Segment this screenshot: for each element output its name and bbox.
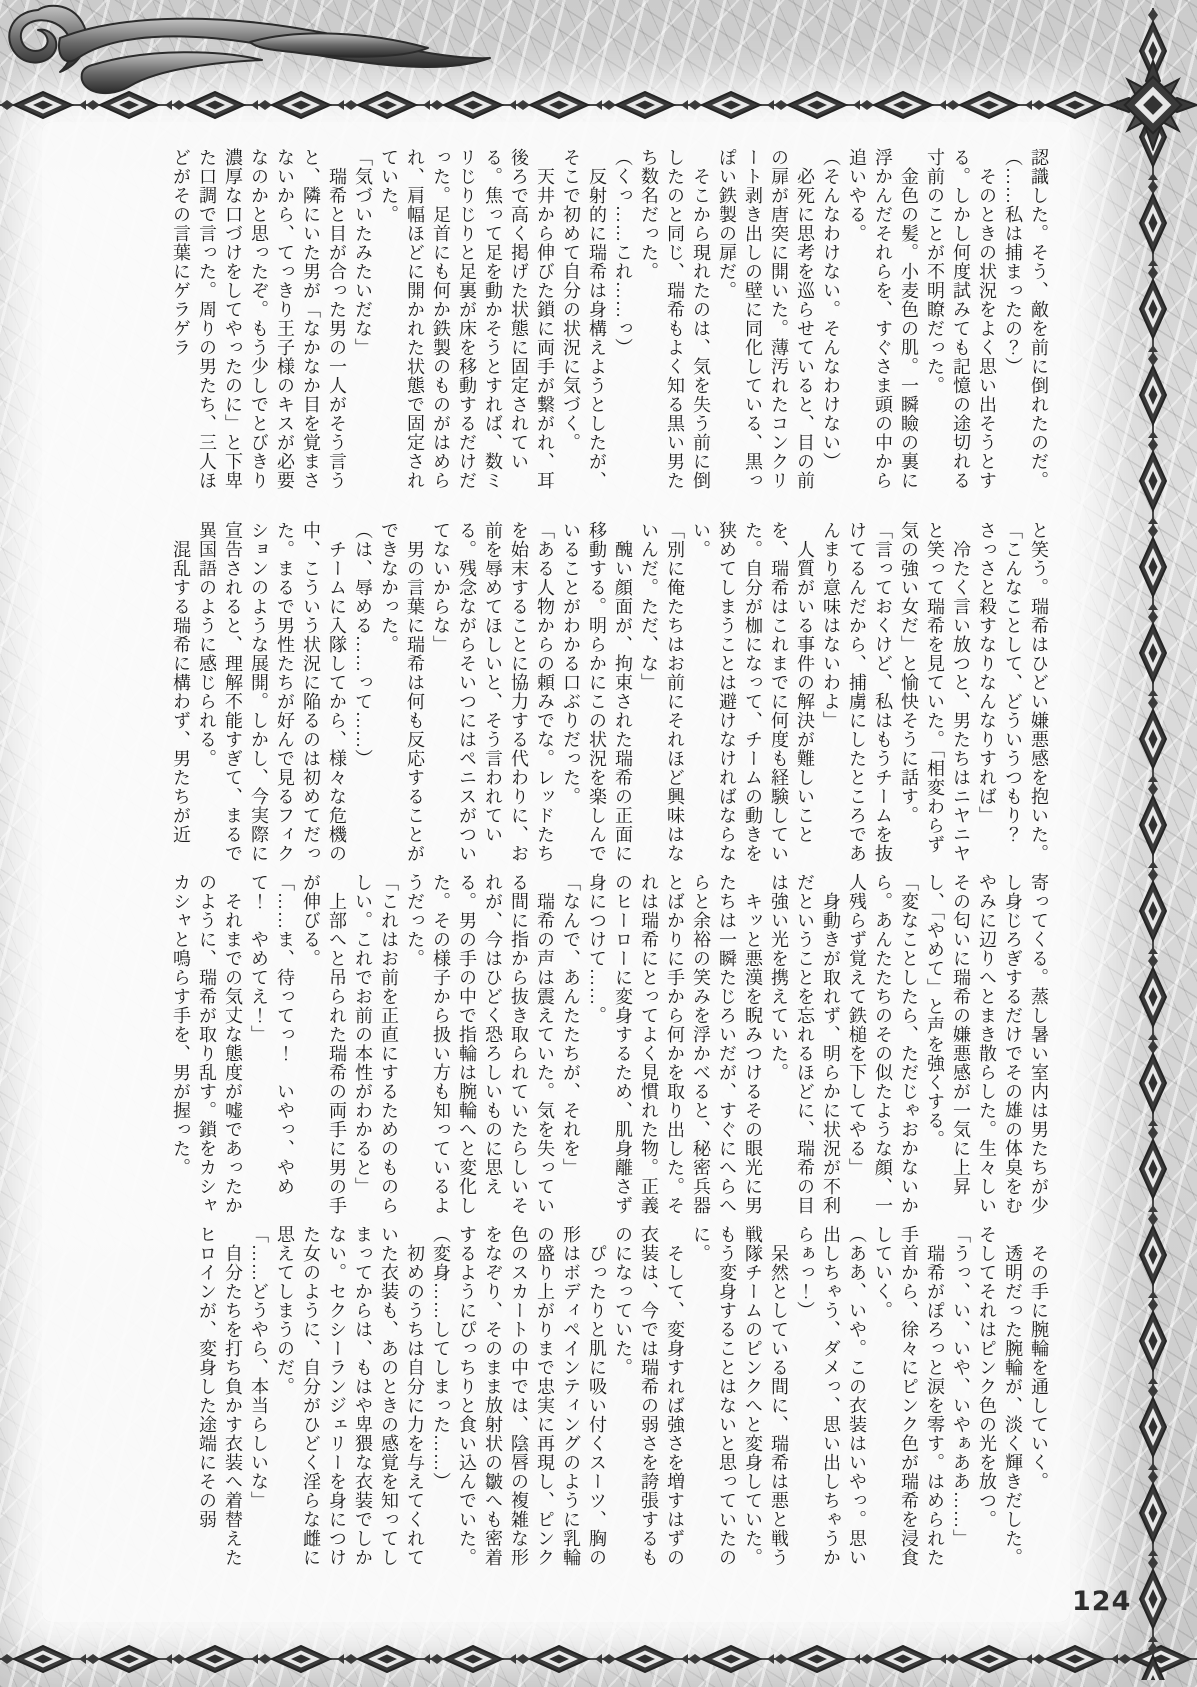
paragraph: 「……どうやら、本当らしいな」 — [249, 1225, 269, 1510]
paragraph: 呆然としている間に、瑞希は悪と戦う戦隊チームのピンクへと変身していた。もう変身することはないと思っていたのに。 — [691, 1225, 789, 1567]
paragraph: ぴったりと肌に吸い付くスーツ、胸の形はボディペインティングのように乳輪の盛り上がりまで忠実に再現し、ピンク色のスカートの中では、陰唇の複雑な形をなぞり、そのまま放射状の皺へも密着するようにぴっちりと食い込んでいた。 — [457, 1225, 607, 1567]
paragraph: 人質がいる事件の解決が難しいことを、瑞希はこれまでに何度も経験していた。自分が枷になって、チームの動きを狭めてしまうことは避けなければならない。 — [691, 521, 815, 863]
paragraph: キッと悪漢を睨みつけるその眼光に男たちは一瞬たじろいだが、すぐにへらへらと余裕の笑みを浮かべると、秘密兵器とばかりに手から何かを取り出した。それは瑞希にとってよく見慣れた物。正義のヒーローに変身するため、肌身離さず身につけて……。 — [587, 873, 763, 1215]
bottom-border-ornament-icon — [0, 1640, 1197, 1678]
paragraph: 天井から伸びた鎖に両手が繋がれ、耳後ろで高く掲げた状態に固定されている。焦って足を動かそうとすれば、数ミリじりじりと足裏が床を移動するだけだった。足首にも何か鉄製のものがはめられ、肩幅ほどに開かれた状態で固定されていた。 — [379, 148, 555, 490]
paragraph: （ああ、いや。この衣装はいやっ。思い出しちゃう、ダメっ、思い出しちゃうからぁっ！） — [795, 1225, 867, 1567]
junction-medallion-icon — [1107, 59, 1197, 151]
paragraph: 瑞希と目が合った男の一人がそう言うと、隣にいた男が「なかなか目を覚まさないから、てっきり王子様のキスが必要なのかと思ったぞ。もう少しでとびきり濃厚な口づけをしてやったのに」と下卑た口調で言った。周りの男たち、三人ほどがその言葉にゲラゲラ — [171, 148, 347, 490]
paragraph: 「ある人物からの頼みでな。レッドたちを始末することに協力する代わりに、お前を辱めてほしいと、そう言われている。残念ながらそいつにはペニスがついてないからな」 — [431, 521, 555, 863]
paragraph: 「言っておくけど、私はもうチームを抜けてるんだから、捕虜にしたところであんまり意味はないわよ」 — [821, 521, 893, 863]
page-number: 124 — [1072, 1586, 1132, 1617]
text-band-2 — [128, 521, 1052, 867]
paragraph: 反射的に瑞希は身構えようとしたが、そこで初めて自分の状況に気づく。 — [561, 148, 607, 490]
paragraph: 自分たちを打ち負かす衣装へ着替えたヒロインが、変身した途端にその弱 — [197, 1225, 243, 1567]
paragraph: そこから現れたのは、気を失う前に倒したのと同じ、瑞希もよく知る黒い男たち数名だった。 — [639, 148, 711, 490]
paragraph: その手に腕輪を通していく。 — [1029, 1225, 1049, 1491]
paragraph: 必死に思考を巡らせていると、目の前の扉が唐突に開いた。薄汚れたコンクリート剥き出しの壁に同化している、黒っぽい鉄製の扉だ。 — [717, 148, 815, 490]
paragraph: 瑞希の声は震えていた。気を失っている間に指から抜き取られていたらしいそれが、今はひどく恐ろしいものに思える。男の手の中で指輪は腕輪へと変化した。その様子から扱い方も知っているようだった。 — [405, 873, 555, 1215]
paragraph: と笑う。瑞希はひどい嫌悪感を抱いた。 — [1029, 521, 1049, 863]
paragraph: 「変なことしたら、ただじゃおかないから。あんたたちのその似たような顔、一人残らず覚えて鉄槌を下してやる」 — [847, 873, 919, 1215]
text-band-3 — [128, 873, 1052, 1219]
right-border-ornament-icon — [1134, 8, 1172, 1680]
paragraph: （……私は捕まったの？） — [1003, 148, 1023, 376]
paragraph: 「こんなことして、どういうつもり？ さっさと殺すなりなんなりすれば」 — [977, 521, 1023, 863]
paragraph: 金色の髪。小麦色の肌。一瞬瞼の裏に浮かんだそれらを、すぐさま頭の中から追いやる。 — [847, 148, 919, 490]
paragraph: （そんなわけない。そんなわけない） — [821, 148, 841, 471]
paragraph: 認識した。そう、敵を前に倒れたのだ。 — [1029, 148, 1049, 490]
paragraph: 「別に俺たちはお前にそれほど興味はないんだ。ただ、な」 — [639, 521, 685, 863]
paragraph: チームに入隊してから、様々な危機の中、こういう状況に陥るのは初めてだった。まるで男性たちが好んで見るフィクションのような展開。しかし、今実際に宣告されると、理解不能すぎて、まるで異国語のように感じられる。 — [197, 521, 347, 863]
paragraph: 「……ま、待ってっ！ いやっ、やめて！ やめてえ！」 — [249, 873, 295, 1196]
corner-flourish-icon — [0, 0, 500, 115]
paragraph: そして、変身すれば強さを増すはずの衣装は、今では瑞希の弱さを誇張するものになっていた。 — [613, 1225, 685, 1567]
paragraph: それまでの気丈な態度が嘘であったかのように、瑞希が取り乱す。鎖をカシャカシャと鳴らす手を、男が握った。 — [171, 873, 243, 1215]
paragraph: 透明だった腕輪が、淡く輝きだした。そしてそれはピンク色の光を放つ。 — [977, 1225, 1023, 1567]
paragraph: 男の言葉に瑞希は何も反応することができなかった。 — [379, 521, 425, 863]
paragraph: 寄ってくる。蒸し暑い室内は男たちが少し身じろぎするだけでその雄の体臭をむやみに辺りへとまき散らした。生々しいその匂いに瑞希の嫌悪感が一気に上昇し、「やめて」と声を強くする。 — [925, 873, 1049, 1215]
paragraph: 混乱する瑞希に構わず、男たちが近 — [171, 521, 191, 844]
text-band-4 — [128, 1225, 1052, 1571]
paragraph: 初めのうちは自分に力を与えてくれていた衣装も、あのときの感覚を知ってしまってからは、もはや卑猥な衣装でしかない。セクシーランジェリーを身につけた女のように、自分がひどく淫らな雌に思えてしまうのだ。 — [275, 1225, 425, 1567]
paragraph: （変身……してしまった……） — [431, 1225, 451, 1491]
paragraph: 「なんで、あんたたちが、それを」 — [561, 873, 581, 1177]
paragraph: （は、辱める……って……） — [353, 521, 373, 768]
text-band-1 — [128, 148, 1052, 494]
paragraph: 「うっ、い、いや、いやぁああ……」 — [951, 1225, 971, 1548]
paragraph: 冷たく言い放つと、男たちはニヤニヤと笑って瑞希を見ていた。「相変わらず気の強い女だ」と愉快そうに話す。 — [899, 521, 971, 863]
paragraph: 上部へと吊られた瑞希の両手に男の手が伸びる。 — [301, 873, 347, 1215]
paragraph: （くっ……これ……っ） — [613, 148, 633, 357]
paragraph: 瑞希がぽろっと涙を零す。はめられた手首から、徐々にピンク色が瑞希を浸食していく。 — [873, 1225, 945, 1567]
paragraph: そのときの状況をよく思い出そうとする。しかし何度試みても記憶の途切れる寸前のことが不明瞭だった。 — [925, 148, 997, 490]
paragraph: 身動きが取れず、明らかに状況が不利だということを忘れるほどに、瑞希の目は強い光を携えていた。 — [769, 873, 841, 1215]
paragraph: 醜い顔面が、拘束された瑞希の正面に移動する。明らかにこの状況を楽しんでいることがわかる口ぶりだった。 — [561, 521, 633, 863]
paragraph: 「気づいたみたいだな」 — [353, 148, 373, 357]
paragraph: 「これはお前を正直にするためのものらしい。これでお前の本性がわかると」 — [353, 873, 399, 1215]
